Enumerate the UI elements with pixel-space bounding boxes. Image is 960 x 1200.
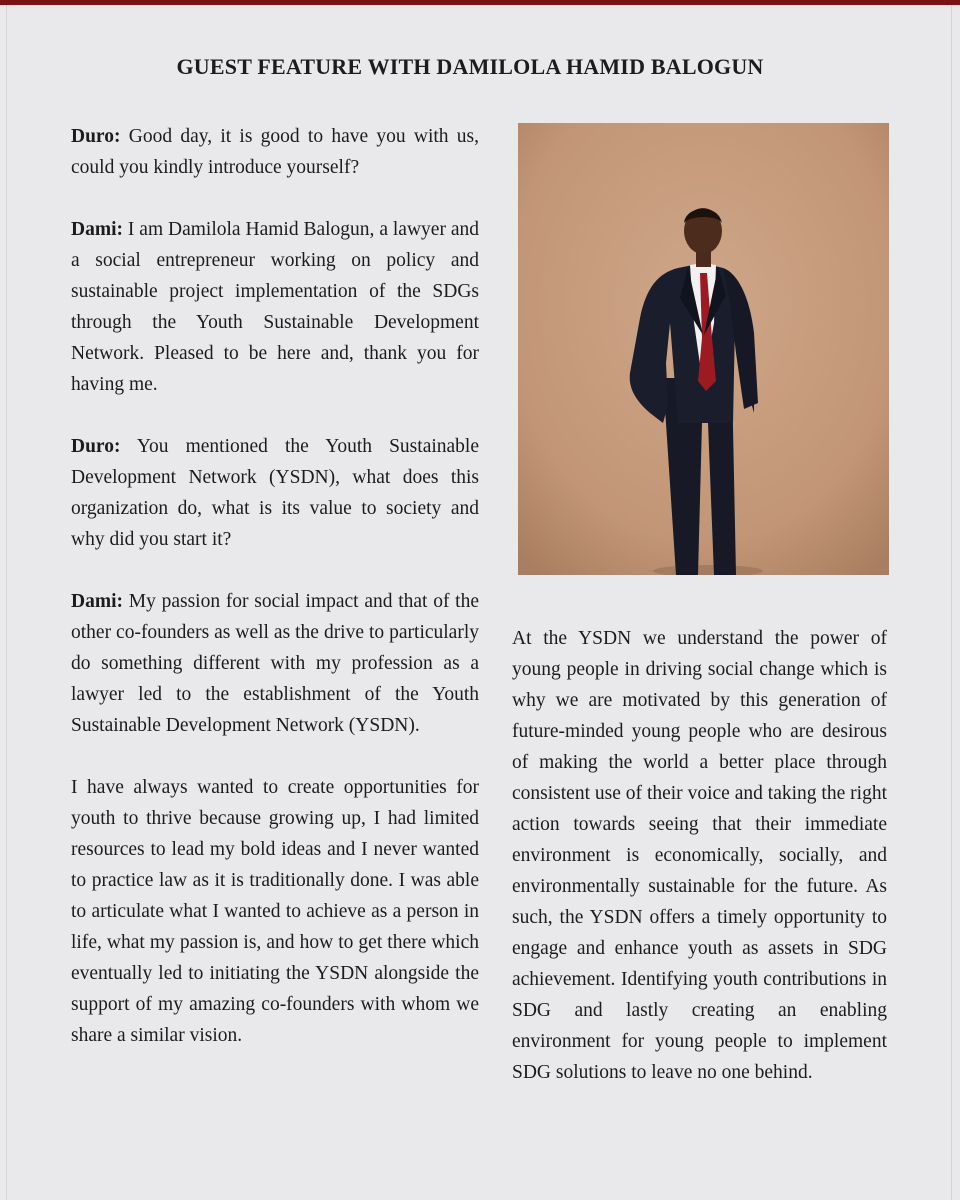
answer-text: I am Damilola Hamid Balogun, a lawyer and a social entrepreneur working on policy and sustainable project implementation of the SDGs through the Youth Sustainable Development Network. Pleased to be here and, thank you for having me. [71,219,479,395]
article-title: GUEST FEATURE WITH DAMILOLA HAMID BALOGUN [176,54,764,79]
body-paragraph: I have always wanted to create opportunities for youth to thrive because growing up, I had limited resources to lead my bold ideas and I never wanted to practice law as it is traditionally done. I was able to articulate what I wanted to achieve as a person in life, what my passion is, and how to get there which eventually led to initiating the YSDN alongside the support of my amazing co-founders with whom we share a similar vision. [71,777,479,1046]
speaker-label: Dami: [71,219,123,240]
answer-paragraph [71,586,479,741]
portrait-photo [518,123,889,575]
body-paragraph: At the YSDN we understand the power of young people in driving social change which is why we are motivated by this generation of future-minded young people who are desirous of making the world a better place through consistent use of their voice and taking the right action towards seeing that their immediate environment is economically, socially, and environmentally sustainable for the future. As such, the YSDN offers a timely opportunity to engage and enhance youth as assets in SDG achievement. Identifying youth contributions in SDG and lastly creating an enabling environment for young people to implement SDG solutions to leave no one behind. [512,628,887,1083]
right-column [512,623,887,1088]
speaker-label: Dami: [71,591,123,612]
question-text: You mentioned the Youth Sustainable Development Network (YSDN), what does this organization do, what is its value to society and why did you start it? [71,436,479,550]
left-column [71,121,479,1051]
question-paragraph [71,121,479,183]
speaker-label: Duro: [71,126,121,147]
answer-paragraph [71,214,479,400]
question-text: Good day, it is good to have you with us, could you kindly introduce yourself? [71,126,480,178]
answer-text: My passion for social impact and that of the other co-founders as well as the drive to particularly do something different with my profession as a lawyer led to the establishment of the Youth Sustainable Development Network (YSDN). [71,591,480,736]
question-paragraph [71,431,479,555]
speaker-label: Duro: [71,436,121,457]
